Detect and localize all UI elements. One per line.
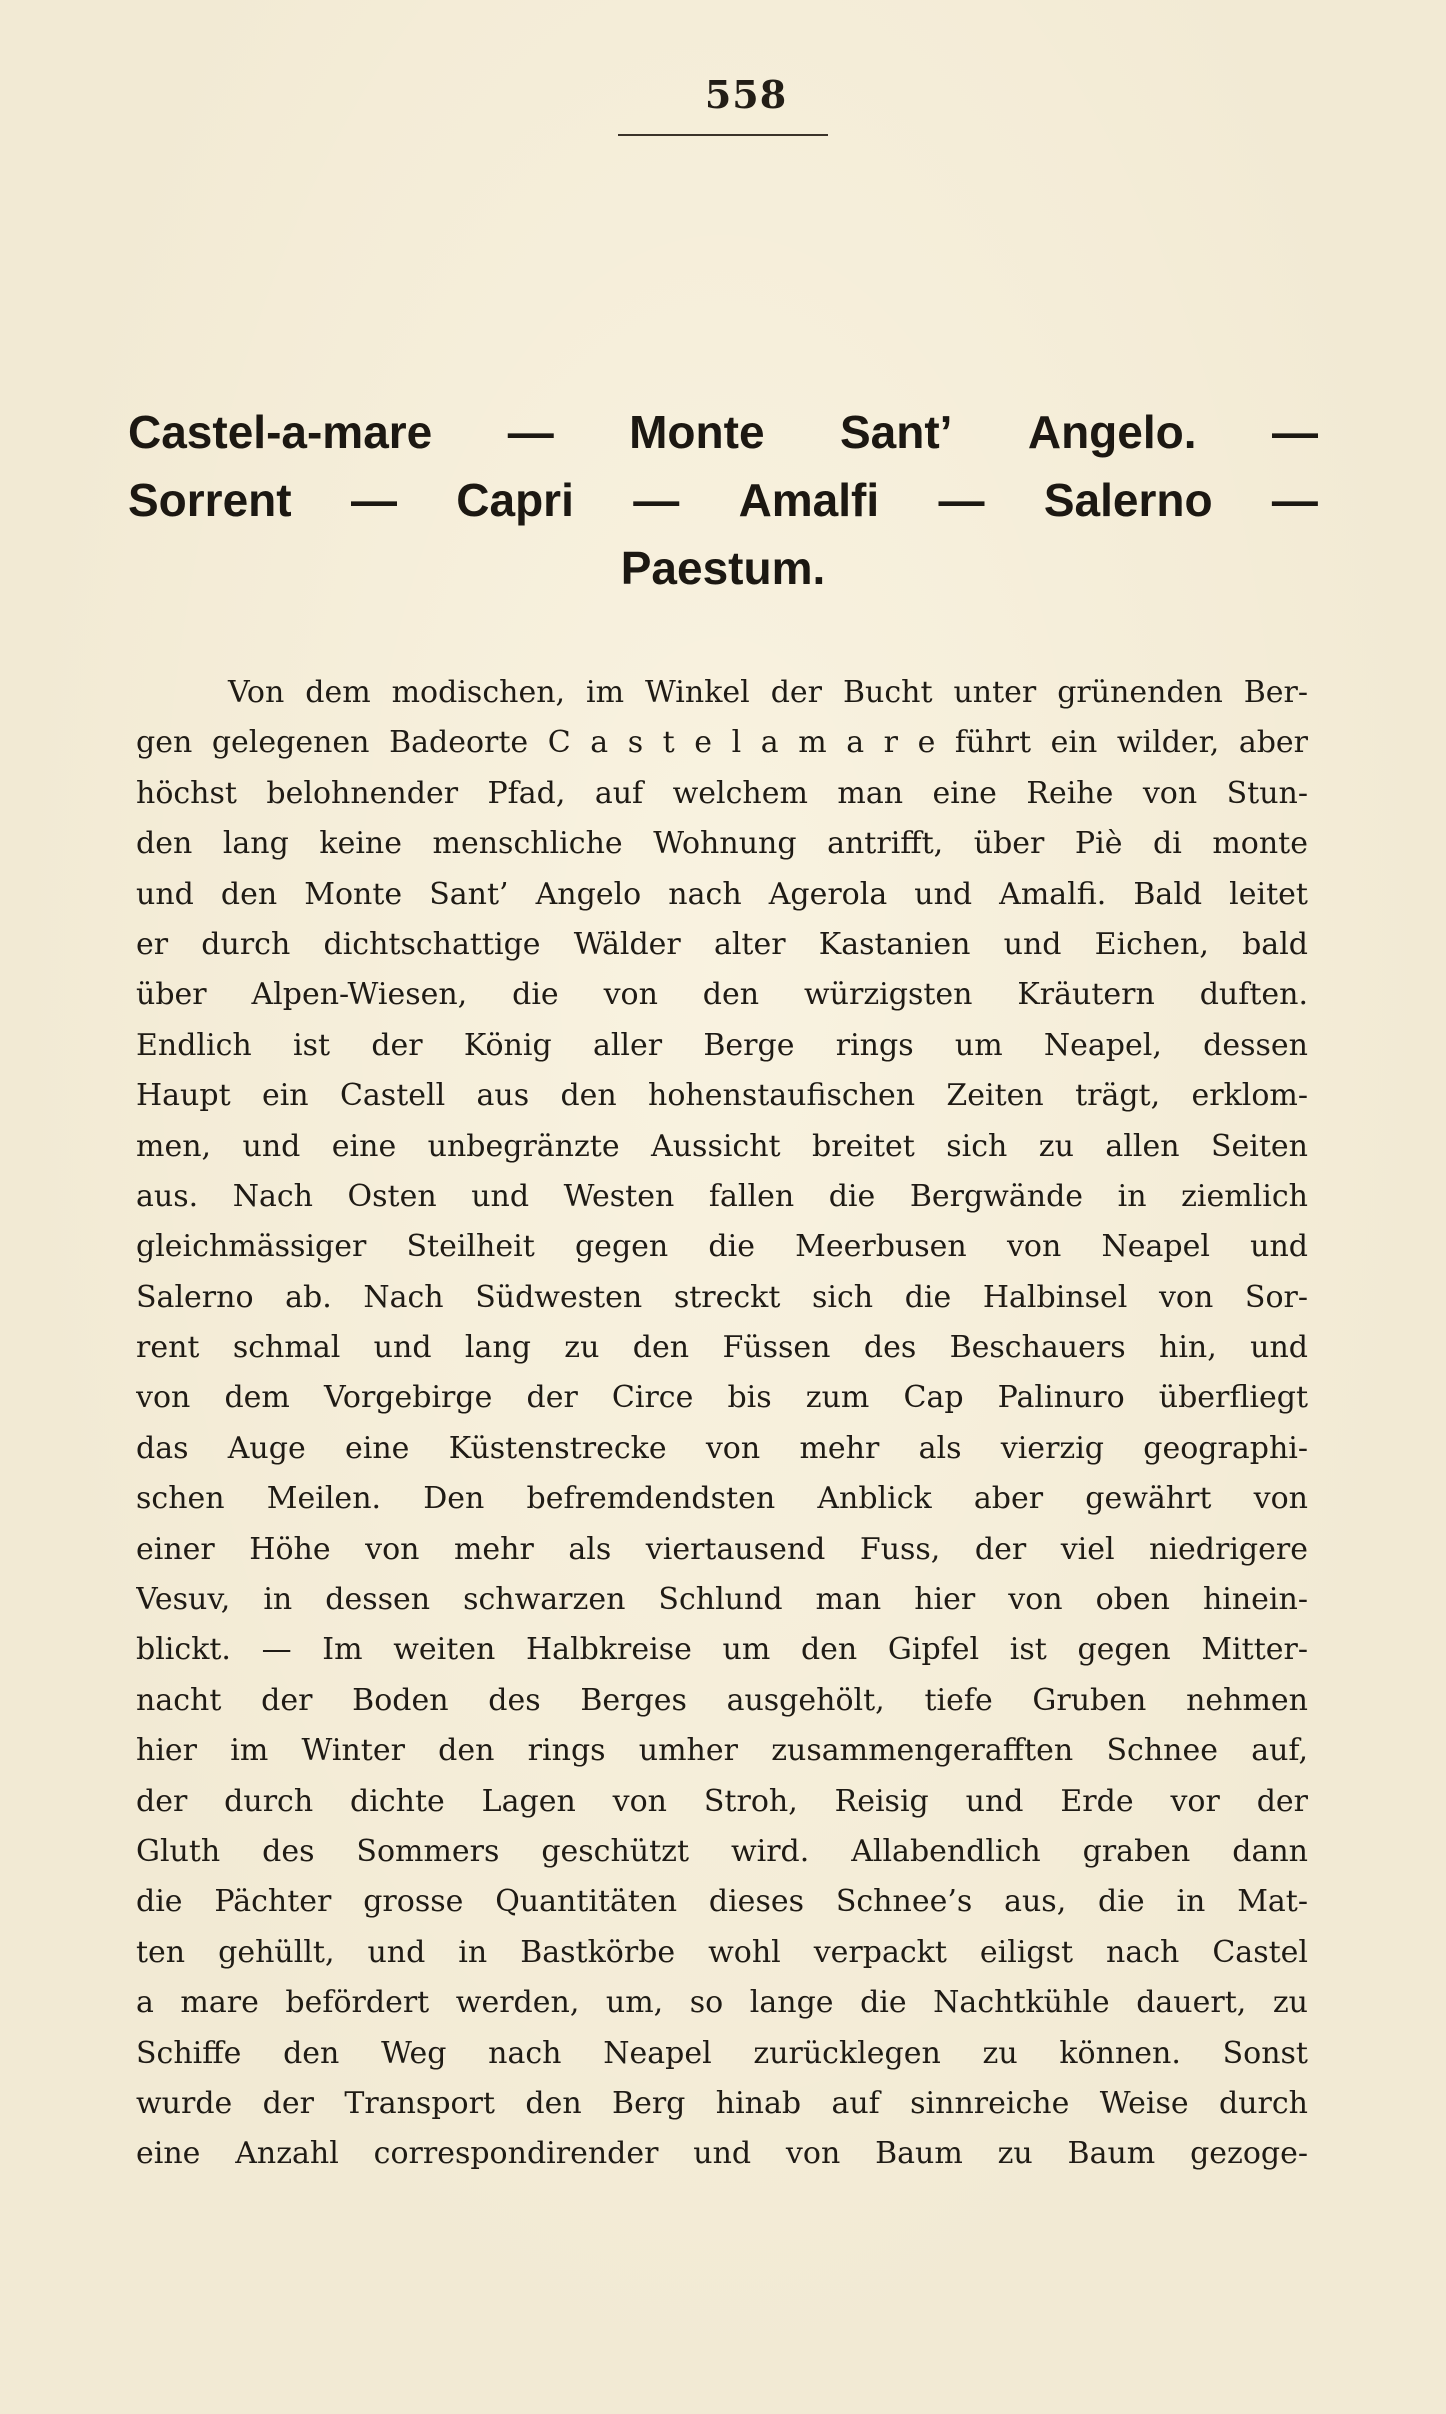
- text-line: ten gehüllt, und in Bastkörbe wohl verpackt eiligst nach Castel: [136, 1934, 1308, 1970]
- text-line: wurde der Transport den Berg hinab auf sinnreiche Weise durch: [136, 2085, 1308, 2121]
- heading-word: Capri: [456, 474, 574, 526]
- heading-word: Angelo.: [1027, 406, 1197, 458]
- page-number: 558: [704, 72, 788, 117]
- heading-word: Castel-a-mare: [128, 406, 433, 458]
- heading-word: Sant’: [839, 406, 953, 458]
- text-line: Von dem modischen, im Winkel der Bucht unter grünenden Ber-: [228, 675, 1308, 710]
- heading-word: —: [1271, 406, 1318, 458]
- text-line: hier im Winter den rings umher zusammengerafften Schnee auf,: [136, 1733, 1308, 1769]
- text-line: Gluth des Sommers geschützt wird. Allabendlich graben dann: [136, 1833, 1308, 1869]
- header-rule: [618, 134, 828, 136]
- text-line: a mare befördert werden, um, so lange die Nachtkühle dauert, zu: [136, 1985, 1308, 2021]
- heading-word: Monte: [629, 406, 765, 458]
- text-line: nacht der Boden des Berges ausgehölt, tiefe Gruben nehmen: [136, 1682, 1308, 1718]
- text-line: Schiffe den Weg nach Neapel zurücklegen zu können. Sonst: [136, 2035, 1308, 2071]
- text-line: eine Anzahl correspondirender und von Baum zu Baum gezoge-: [136, 2136, 1308, 2172]
- text-line: Haupt ein Castell aus den hohenstaufischen Zeiten trägt, erklom-: [136, 1078, 1308, 1114]
- heading-line: [128, 466, 1318, 534]
- text-line: die Pächter grosse Quantitäten dieses Schnee’s aus, die in Mat-: [136, 1884, 1308, 1920]
- chapter-heading: [128, 398, 1318, 602]
- text-line: den lang keine menschliche Wohnung antrifft, über Piè di monte: [136, 826, 1308, 862]
- text-line: gleichmässiger Steilheit gegen die Meerbusen von Neapel und: [136, 1229, 1308, 1265]
- heading-word: Amalfi: [738, 474, 880, 526]
- text-line: Endlich ist der König aller Berge rings um Neapel, dessen: [136, 1027, 1308, 1063]
- text-line: rent schmal und lang zu den Füssen des Beschauers hin, und: [136, 1330, 1308, 1366]
- text-line: er durch dichtschattige Wälder alter Kastanien und Eichen, bald: [136, 926, 1308, 962]
- heading-line: [128, 398, 1318, 466]
- text-line: schen Meilen. Den befremdendsten Anblick aber gewährt von: [136, 1481, 1308, 1517]
- heading-word: —: [938, 474, 985, 526]
- text-line: höchst belohnender Pfad, auf welchem man eine Reihe von Stun-: [136, 775, 1308, 811]
- heading-word: Salerno: [1043, 474, 1213, 526]
- text-line: über Alpen-Wiesen, die von den würzigsten Kräutern duften.: [136, 977, 1308, 1013]
- text-line: das Auge eine Küstenstrecke von mehr als vierzig geographi-: [136, 1430, 1308, 1466]
- text-line: blickt. — Im weiten Halbkreise um den Gipfel ist gegen Mitter-: [136, 1632, 1308, 1668]
- text-line: aus. Nach Osten und Westen fallen die Bergwände in ziemlich: [136, 1178, 1308, 1214]
- heading-word: —: [1271, 474, 1318, 526]
- text-line: einer Höhe von mehr als viertausend Fuss, der viel niedrigere: [136, 1531, 1308, 1567]
- heading-word: —: [633, 474, 680, 526]
- text-line: gen gelegenen Badeorte C a s t e l a m a r e führt ein wilder, aber: [136, 725, 1308, 761]
- text-line: men, und eine unbegränzte Aussicht breitet sich zu allen Seiten: [136, 1128, 1308, 1164]
- text-line: und den Monte Sant’ Angelo nach Agerola und Amalfi. Bald leitet: [136, 876, 1308, 912]
- heading-line: [128, 534, 1318, 602]
- text-line: Salerno ab. Nach Südwesten streckt sich die Halbinsel von Sor-: [136, 1279, 1308, 1315]
- heading-word: —: [507, 406, 554, 458]
- body-paragraph: [136, 668, 1308, 2180]
- heading-word: Sorrent: [128, 474, 292, 526]
- text-line: von dem Vorgebirge der Circe bis zum Cap Palinuro überfliegt: [136, 1380, 1308, 1416]
- heading-word: —: [350, 474, 397, 526]
- heading-word: Paestum.: [620, 542, 826, 594]
- text-line: Vesuv, in dessen schwarzen Schlund man hier von oben hinein-: [136, 1582, 1308, 1618]
- text-line: der durch dichte Lagen von Stroh, Reisig und Erde vor der: [136, 1783, 1308, 1819]
